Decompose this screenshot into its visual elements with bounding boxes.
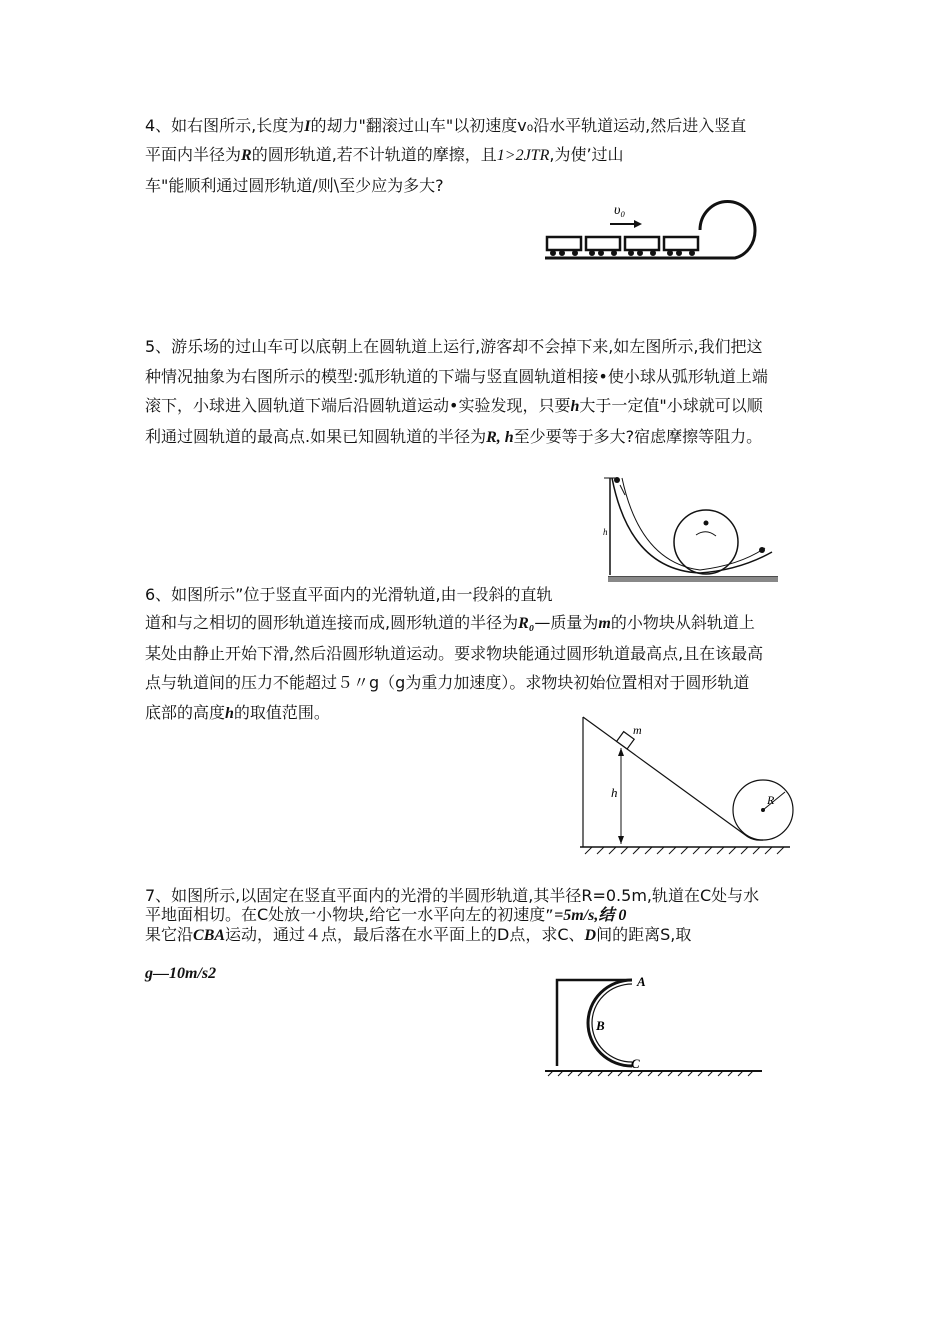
- q6-line-2: 道和与之相切的圆形轨道连接而成,圆形轨道的半径为R₀—质量为m的小物块从斜轨道上: [145, 613, 755, 632]
- q7-line-4: g—10m/s2: [145, 965, 217, 982]
- q5-line-2: 种情况抽象为右图所示的模型:弧形轨道的下端与竖直圆轨道相接•使小球从弧形轨道上端: [145, 367, 768, 386]
- q4-line-2: 平面内半径为R的圆形轨道,若不计轨道的摩擦，且1>2JTR,为使’过山: [145, 145, 624, 164]
- svg-text:R: R: [767, 793, 775, 807]
- svg-text:m: m: [633, 723, 642, 737]
- roller-coaster-figure: [540, 190, 770, 265]
- semicircle-track-figure: [540, 968, 770, 1080]
- svg-text:A: A: [637, 974, 646, 989]
- q6-line-5: 底部的高度h的取值范围。: [145, 703, 330, 722]
- q5-line-1: 5、游乐场的过山车可以底朝上在圆轨道上运行,游客却不会掉下来,如左图所示,我们把这: [145, 337, 763, 356]
- svg-text:h: h: [611, 785, 618, 800]
- q5-line-4: 利通过圆轨道的最高点.如果已知圆轨道的半径为R, h至少要等于多大?宿虑摩擦等阻力。: [145, 427, 763, 446]
- q7-line-2: 平地面相切。在C处放一小物块,给它一水平向左的初速度″=5m/s,结 0: [145, 905, 627, 924]
- q7-line-3: 果它沿CBA运动，通过４点，最后落在水平面上的D点，求C、D间的距离S,取: [145, 925, 692, 944]
- q5-line-3: 滚下，小球进入圆轨道下端后沿圆轨道运动•实验发现，只要h大于一定值"小球就可以顺: [145, 396, 763, 415]
- q6-line-3: 某处由静止开始下滑,然后沿圆形轨道运动。要求物块能通过圆形轨道最高点,且在该最高: [145, 644, 764, 663]
- svg-text:υ₀: υ₀: [614, 203, 626, 218]
- q7-line-1: 7、如图所示,以固定在竖直平面内的光滑的半圆形轨道,其半径R=0.5m,轨道在C处与水: [145, 886, 760, 905]
- q4-line-1: 4、如右图所示,长度为I的刼力"翻滚过山车"以初速度v₀沿水平轨道运动,然后进入竖直: [145, 116, 747, 135]
- loop-track-figure: [600, 470, 780, 590]
- q4-line-3: 车"能顺利通过圆形轨道/则\至少应为多大?: [145, 176, 444, 195]
- q6-line-1: 6、如图所示”位于竖直平面内的光滑轨道,由一段斜的直轨: [145, 585, 553, 604]
- svg-text:B: B: [596, 1018, 605, 1033]
- incline-loop-figure: [575, 712, 795, 862]
- svg-text:C: C: [631, 1056, 640, 1071]
- q6-line-4: 点与轨道间的压力不能超过５〃g（g为重力加速度）。求物块初始位置相对于圆形轨道: [145, 673, 750, 692]
- svg-text:h: h: [603, 527, 608, 537]
